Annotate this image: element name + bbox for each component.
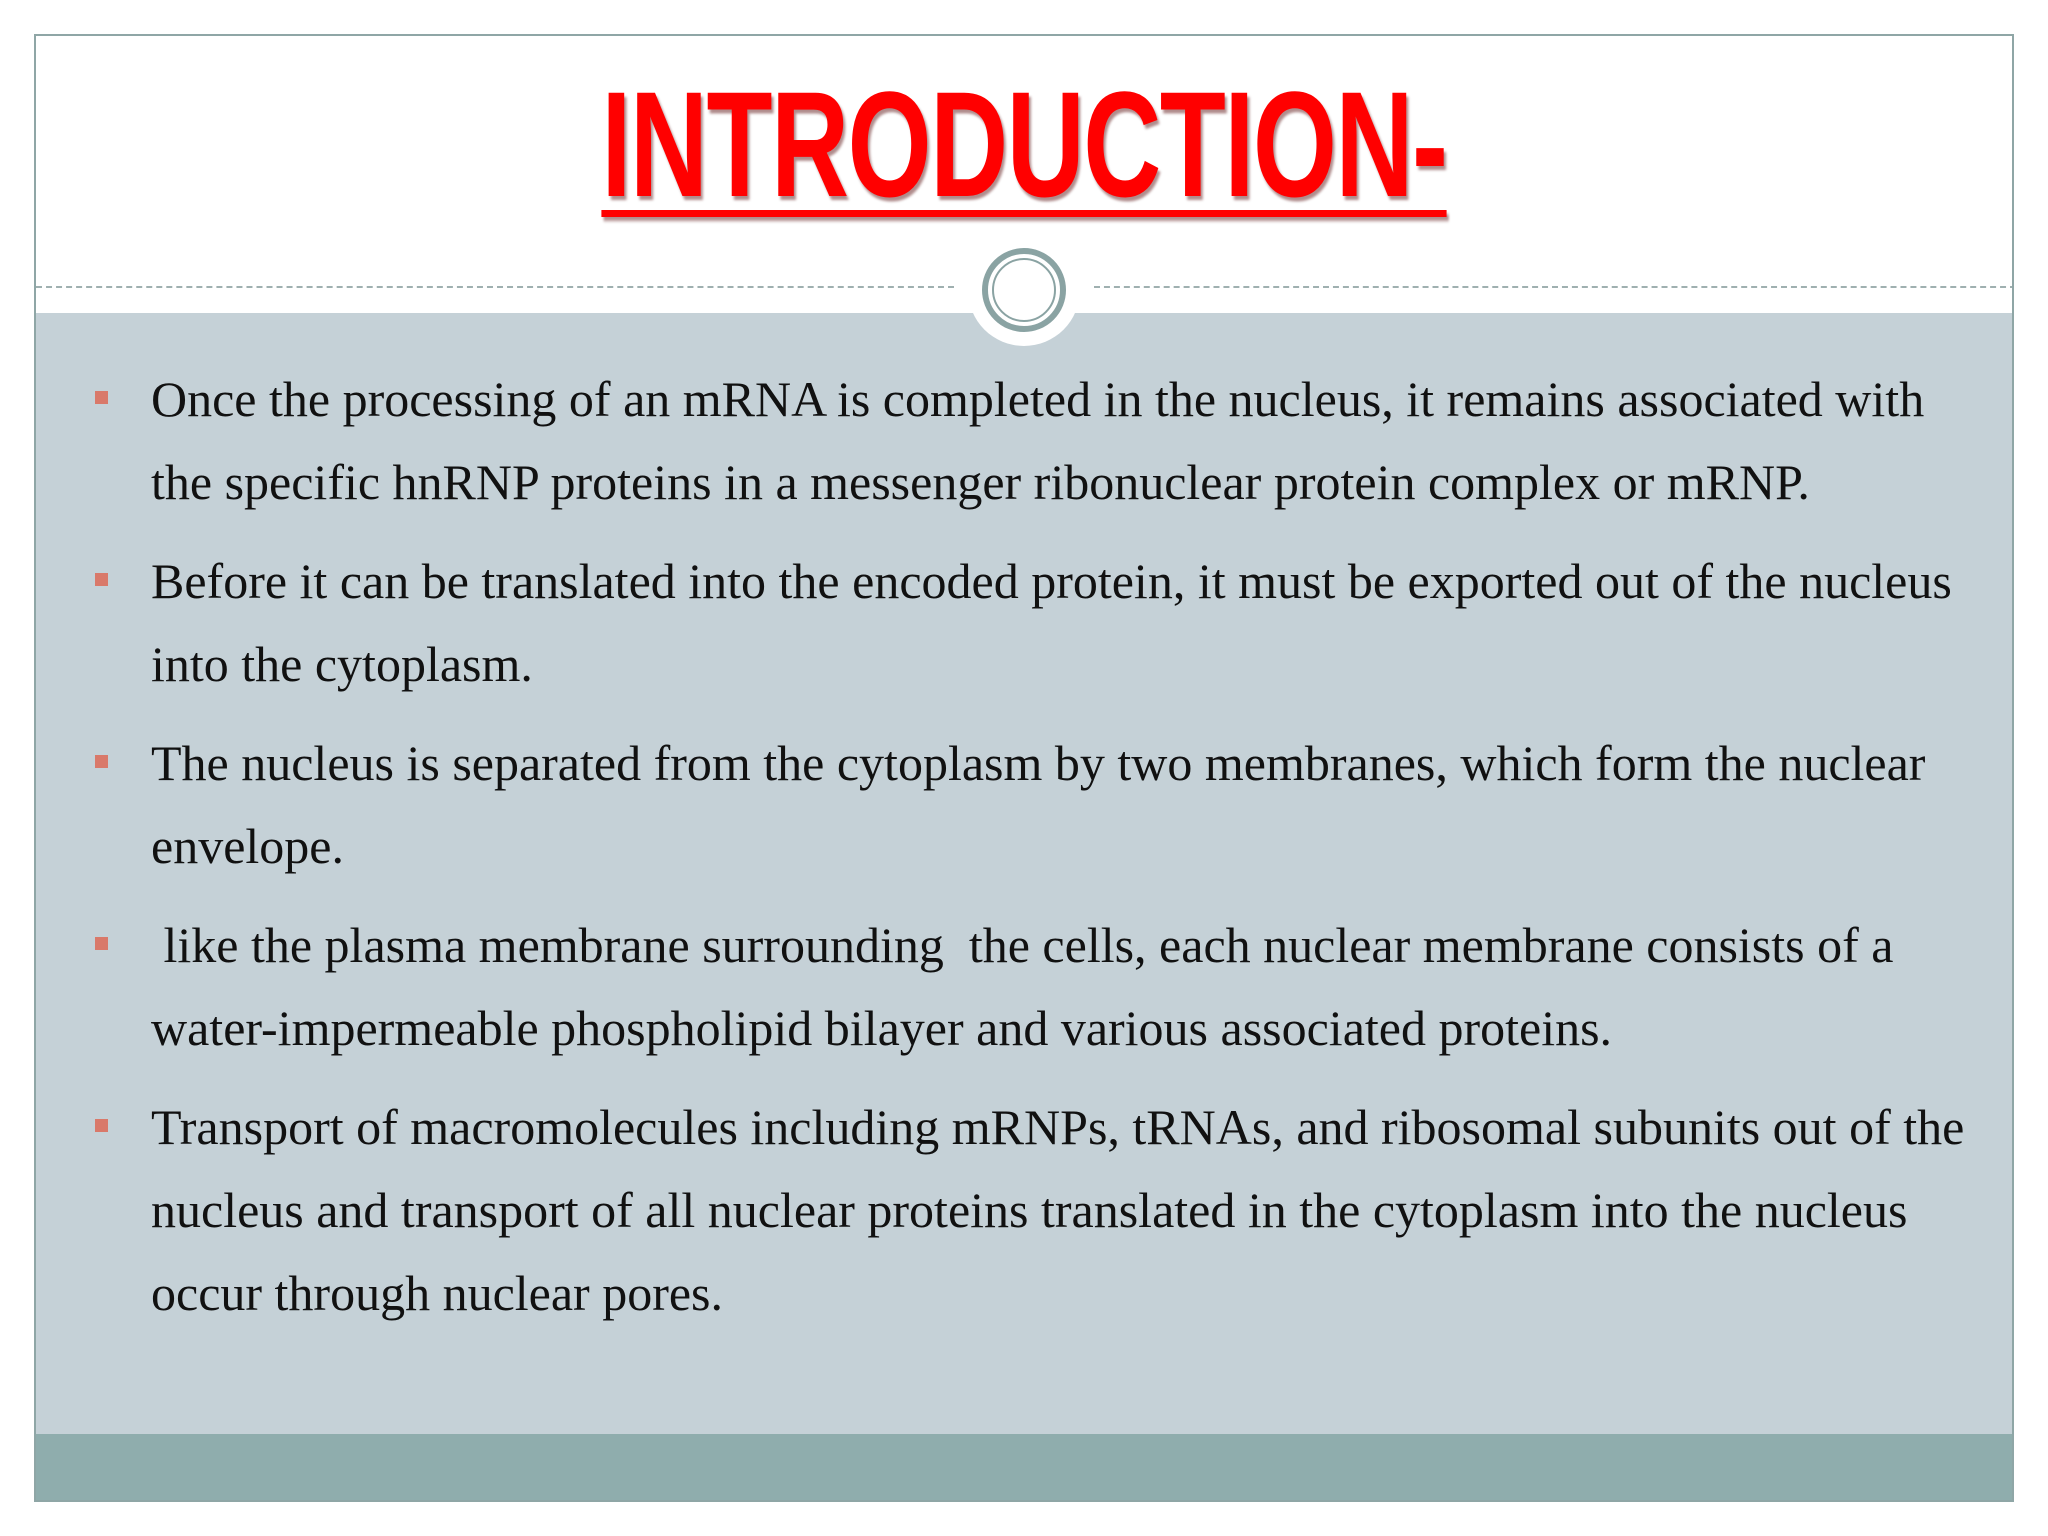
header-divider-right <box>1094 286 2014 288</box>
slide-title: INTRODUCTION- <box>601 60 1447 228</box>
square-bullet-icon <box>95 391 108 404</box>
bullet-item <box>36 1086 2012 1335</box>
header-divider-left <box>36 286 954 288</box>
bullet-text: Transport of macromolecules including mRNPs, tRNAs, and ribosomal subunits out of the nucleus and transport of all nuclear proteins translated in the cytoplasm into the nucleus occur through nuclear pores. <box>151 1099 1977 1321</box>
square-bullet-icon <box>95 1119 108 1132</box>
bullet-text: Once the processing of an mRNA is completed in the nucleus, it remains associated with the specific hnRNP proteins in a messenger ribonuclear protein complex or mRNP. <box>151 371 1937 510</box>
square-bullet-icon <box>95 937 108 950</box>
bullet-item <box>36 722 2012 888</box>
bullet-item <box>36 540 2012 706</box>
bullet-item <box>36 904 2012 1070</box>
footer-band <box>36 1434 2012 1502</box>
circle-ornament-icon <box>968 234 1080 346</box>
bullet-list <box>36 358 2012 1351</box>
square-bullet-icon <box>95 755 108 768</box>
bullet-text: The nucleus is separated from the cytoplasm by two membranes, which form the nuclear envelope. <box>151 735 1938 874</box>
square-bullet-icon <box>95 573 108 586</box>
bullet-item <box>36 358 2012 524</box>
bullet-text: Before it can be translated into the encoded protein, it must be exported out of the nucleus into the cytoplasm. <box>151 553 1965 692</box>
slide <box>34 34 2014 1502</box>
ornament-inner-ring <box>992 258 1056 322</box>
bullet-text: like the plasma membrane surrounding the cells, each nuclear membrane consists of a water-impermeable phospholipid bilayer and various associated proteins. <box>151 917 1906 1056</box>
